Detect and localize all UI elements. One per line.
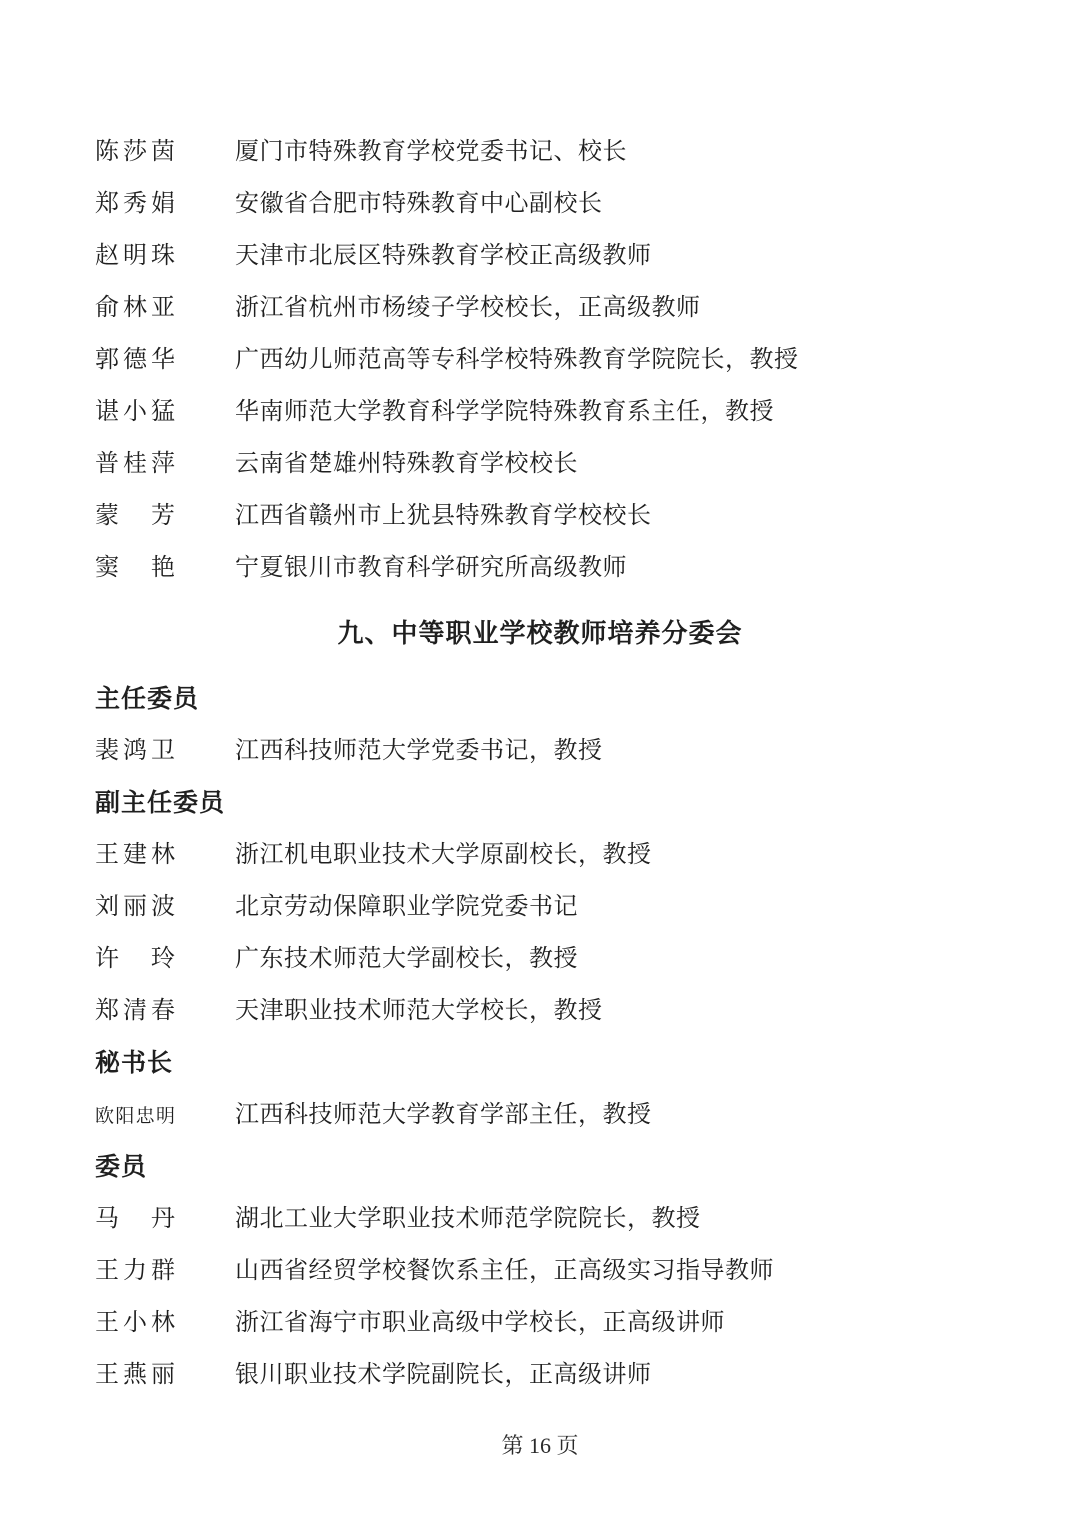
member-name: 蒙 芳 bbox=[95, 503, 175, 529]
roster-row bbox=[95, 1193, 985, 1245]
roster-row bbox=[95, 933, 985, 985]
member-title: 安徽省合肥市特殊教育中心副校长 bbox=[235, 191, 603, 217]
member-name: 王 力 群 bbox=[95, 1258, 175, 1284]
member-name: 王 建 林 bbox=[95, 842, 175, 868]
member-name: 郑 清 春 bbox=[95, 998, 175, 1024]
member-name: 窦 艳 bbox=[95, 555, 175, 581]
member-name: 裴 鸿 卫 bbox=[95, 738, 175, 764]
roster-row bbox=[95, 438, 985, 490]
member-title: 银川职业技术学院副院长，正高级讲师 bbox=[235, 1362, 652, 1388]
roster-list bbox=[95, 126, 985, 1401]
member-title: 宁夏银川市教育科学研究所高级教师 bbox=[235, 555, 627, 581]
member-title: 山西省经贸学校餐饮系主任，正高级实习指导教师 bbox=[235, 1258, 774, 1284]
page-number: 第 16 页 bbox=[501, 1433, 579, 1458]
roster-row bbox=[95, 126, 985, 178]
roster-row bbox=[95, 725, 985, 777]
member-name: 郭 德 华 bbox=[95, 347, 175, 373]
member-title: 云南省楚雄州特殊教育学校校长 bbox=[235, 451, 578, 477]
role-subheading: 主任委员 bbox=[95, 685, 200, 713]
role-subheading: 副主任委员 bbox=[95, 789, 226, 817]
roster-row bbox=[95, 881, 985, 933]
roster-row bbox=[95, 542, 985, 594]
roster-row bbox=[95, 1297, 985, 1349]
member-title: 天津市北辰区特殊教育学校正高级教师 bbox=[235, 243, 652, 269]
member-name: 谌 小 猛 bbox=[95, 399, 175, 425]
roster-row bbox=[95, 829, 985, 881]
roster-row bbox=[95, 386, 985, 438]
role-subheading: 委员 bbox=[95, 1153, 148, 1181]
member-title: 湖北工业大学职业技术师范学院院长，教授 bbox=[235, 1206, 701, 1232]
member-title: 江西省赣州市上犹县特殊教育学校校长 bbox=[235, 503, 652, 529]
member-title: 北京劳动保障职业学院党委书记 bbox=[235, 894, 578, 920]
roster-row bbox=[95, 334, 985, 386]
member-title: 华南师范大学教育科学学院特殊教育系主任，教授 bbox=[235, 399, 774, 425]
member-name: 郑 秀 娟 bbox=[95, 191, 175, 217]
roster-row bbox=[95, 985, 985, 1037]
roster-row bbox=[95, 490, 985, 542]
roster-row bbox=[95, 178, 985, 230]
roster-row bbox=[95, 1349, 985, 1401]
roster-row bbox=[95, 1245, 985, 1297]
member-name: 欧 阳 忠 明 bbox=[95, 1106, 175, 1127]
member-name: 王 小 林 bbox=[95, 1310, 175, 1336]
member-name: 王 燕 丽 bbox=[95, 1362, 175, 1388]
roster-row bbox=[95, 230, 985, 282]
member-title: 江西科技师范大学教育学部主任，教授 bbox=[235, 1102, 652, 1128]
member-title: 浙江省海宁市职业高级中学校长，正高级讲师 bbox=[235, 1310, 725, 1336]
member-title: 江西科技师范大学党委书记，教授 bbox=[235, 738, 603, 764]
member-name: 许 玲 bbox=[95, 946, 175, 972]
role-subheading: 秘书长 bbox=[95, 1049, 174, 1077]
member-title: 广东技术师范大学副校长，教授 bbox=[235, 946, 578, 972]
member-title: 广西幼儿师范高等专科学校特殊教育学院院长，教授 bbox=[235, 347, 799, 373]
member-title: 浙江机电职业技术大学原副校长，教授 bbox=[235, 842, 652, 868]
member-name: 普 桂 萍 bbox=[95, 451, 175, 477]
member-title: 厦门市特殊教育学校党委书记、校长 bbox=[235, 139, 627, 165]
member-title: 天津职业技术师范大学校长，教授 bbox=[235, 998, 603, 1024]
member-name: 俞 林 亚 bbox=[95, 295, 175, 321]
member-name: 刘 丽 波 bbox=[95, 894, 175, 920]
member-name: 马 丹 bbox=[95, 1206, 175, 1232]
roster-row bbox=[95, 282, 985, 334]
member-title: 浙江省杭州市杨绫子学校校长，正高级教师 bbox=[235, 295, 701, 321]
section-heading: 九、中等职业学校教师培养分委会 bbox=[337, 618, 743, 648]
member-name: 赵 明 珠 bbox=[95, 243, 175, 269]
roster-row bbox=[95, 1089, 985, 1141]
member-name: 陈 莎 茵 bbox=[95, 139, 175, 165]
